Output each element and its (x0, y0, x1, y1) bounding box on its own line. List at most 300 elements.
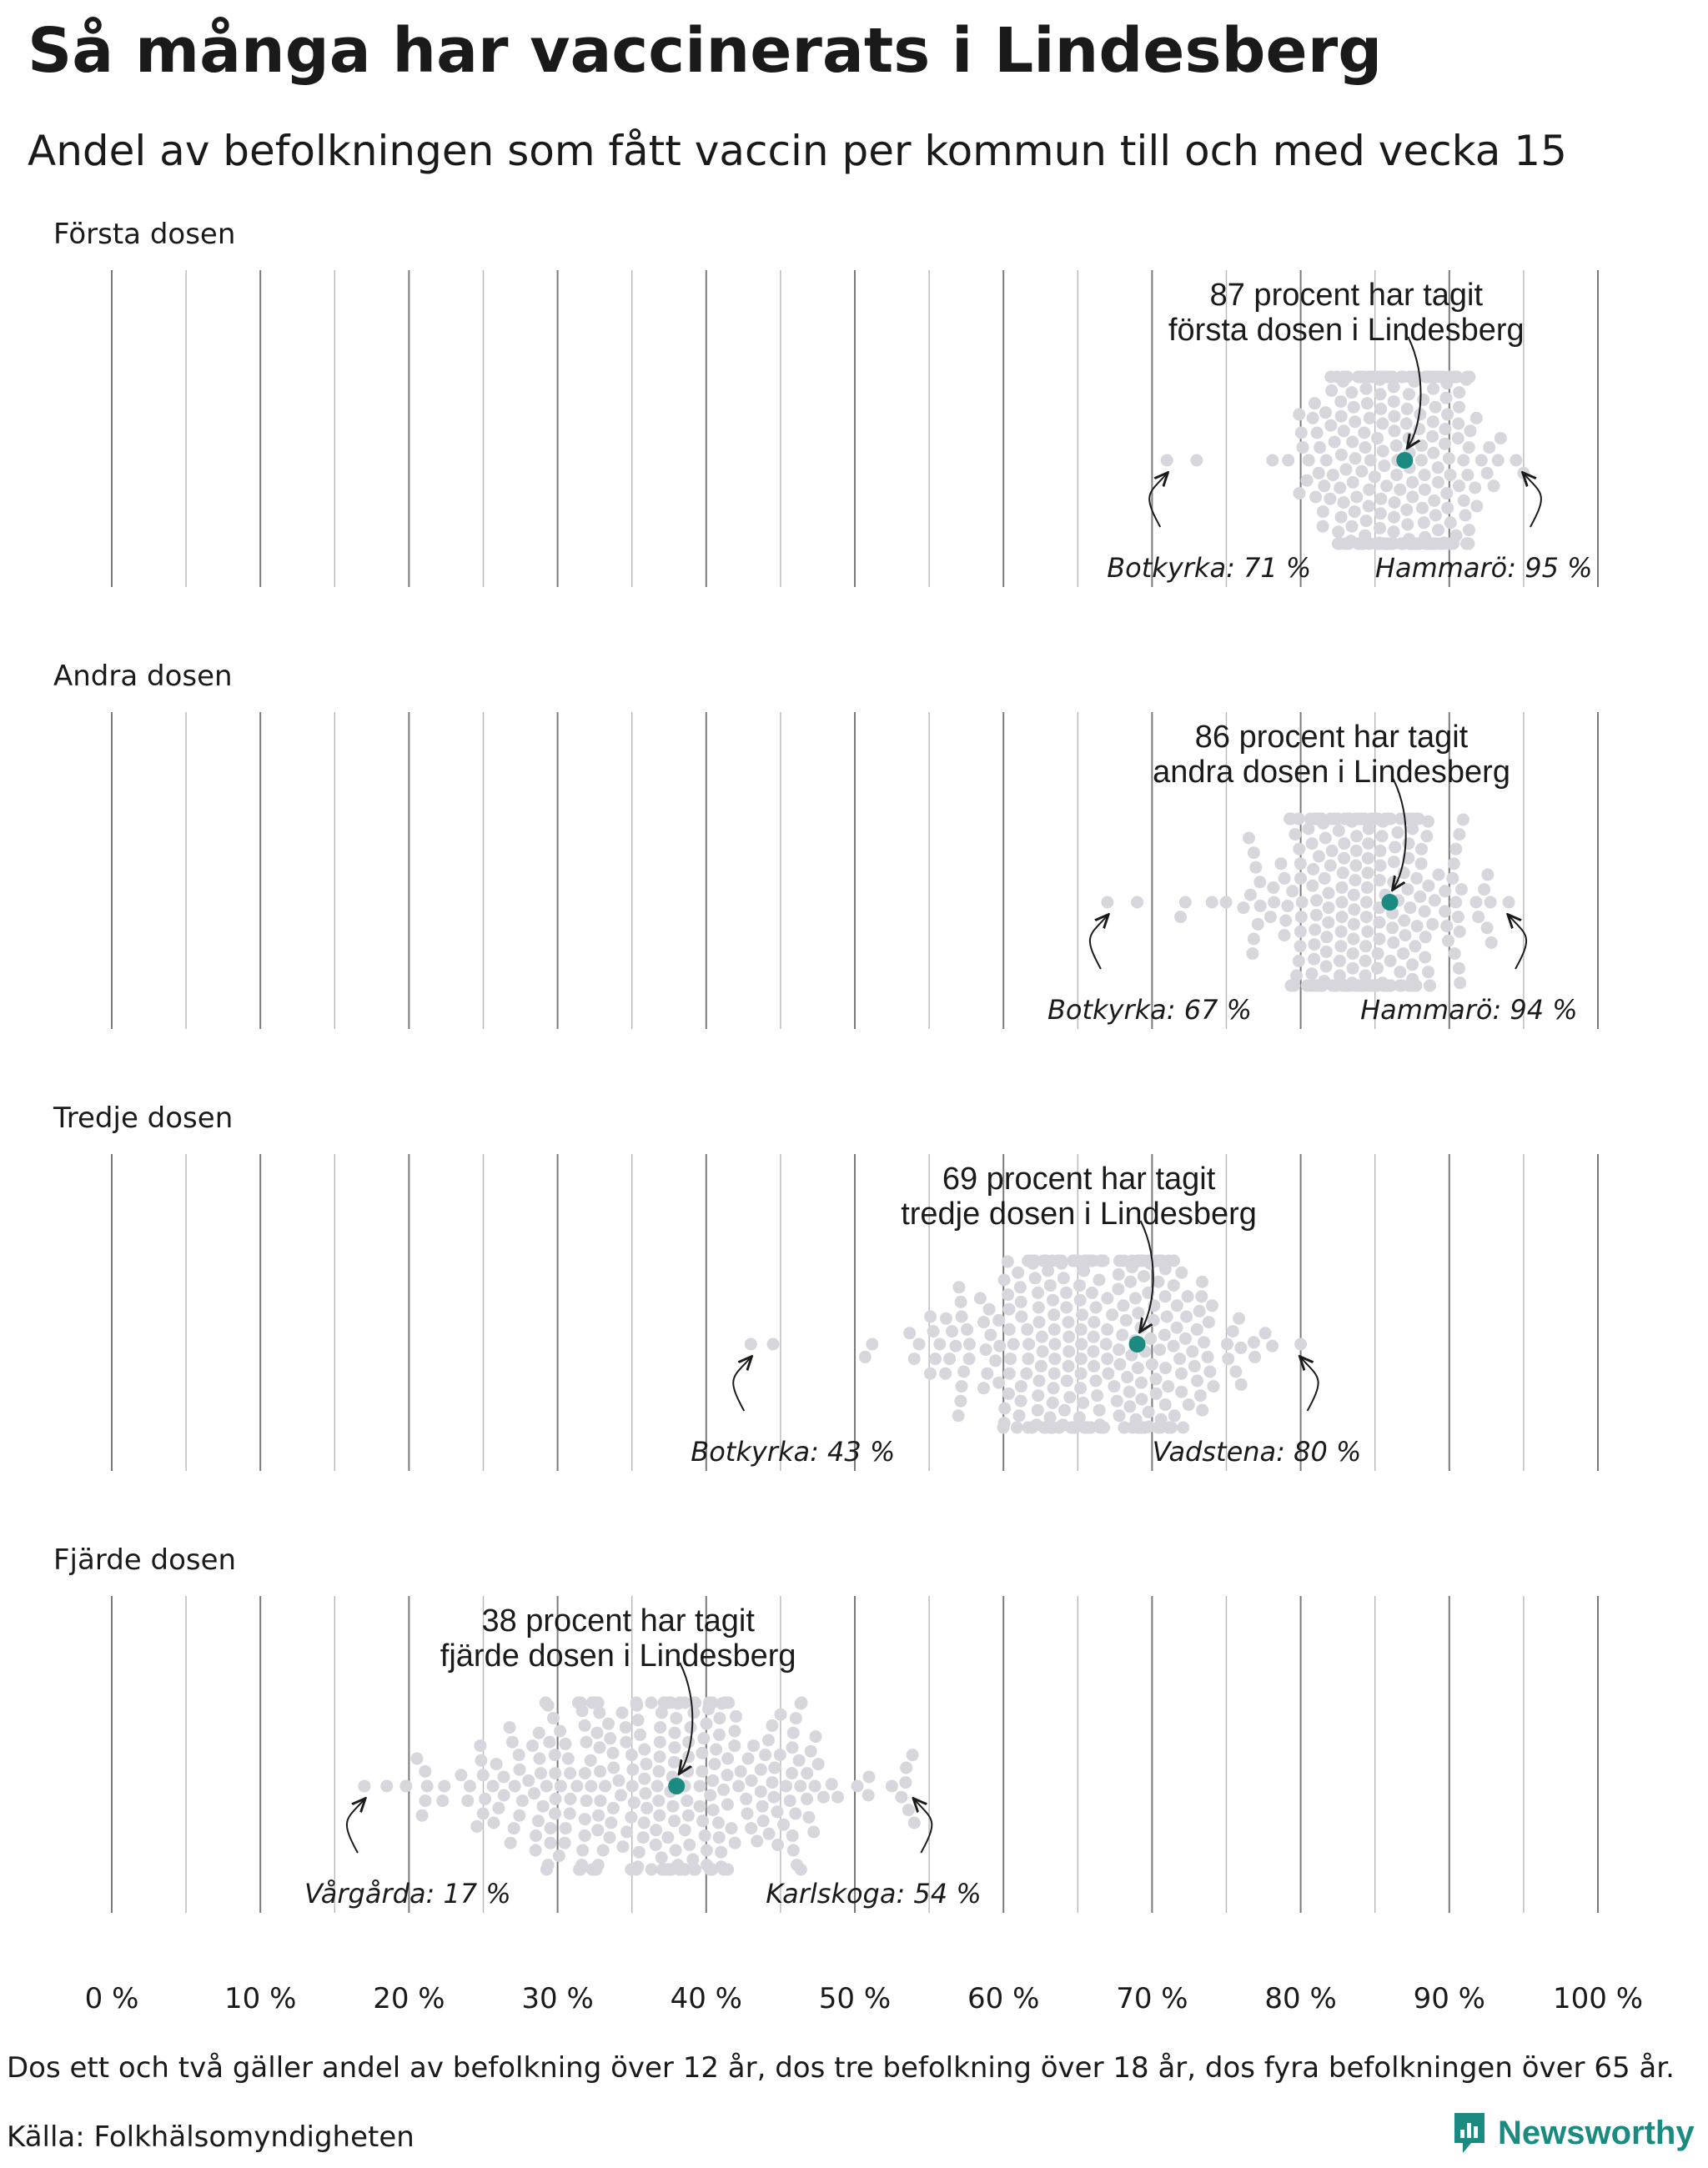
municipality-dot (1188, 1360, 1201, 1373)
municipality-dot (1191, 1375, 1203, 1388)
municipality-dot (1180, 1311, 1193, 1323)
panel-3-min-label: Botkyrka: 43 % (691, 1436, 896, 1468)
municipality-dot (1347, 947, 1359, 960)
municipality-dot (809, 1780, 821, 1793)
municipality-dot (1113, 1343, 1125, 1356)
municipality-dot (1029, 1272, 1042, 1284)
municipality-dot (1403, 388, 1415, 400)
municipality-dot (1348, 918, 1360, 931)
municipality-dot (699, 1829, 711, 1842)
municipality-dot (810, 1730, 822, 1743)
municipality-dot (1318, 479, 1330, 492)
panel-3-min-arrow (733, 1358, 751, 1411)
municipality-dot (1346, 520, 1359, 533)
municipality-dot (1032, 1302, 1045, 1314)
municipality-dot (1168, 1409, 1181, 1422)
municipality-dot (1350, 845, 1363, 857)
panel-1-label: Första dosen (53, 218, 236, 251)
municipality-dot (793, 1754, 806, 1767)
municipality-dot (681, 1794, 693, 1807)
municipality-dot (560, 1738, 572, 1750)
municipality-dot (380, 1780, 393, 1793)
municipality-dot (997, 1422, 1010, 1434)
municipality-dot (1295, 911, 1308, 923)
municipality-dot (801, 1793, 813, 1805)
municipality-dot (851, 1780, 864, 1793)
municipality-dot (1003, 1368, 1016, 1380)
municipality-dot (1294, 872, 1307, 885)
municipality-dot (461, 1794, 474, 1807)
municipality-dot (1403, 837, 1415, 850)
municipality-dot (977, 1382, 990, 1394)
municipality-dot (585, 1754, 597, 1767)
municipality-dot (1427, 447, 1439, 459)
municipality-dot (1428, 494, 1440, 507)
municipality-dot (730, 1710, 742, 1723)
municipality-dot (1294, 940, 1307, 952)
municipality-dot (908, 1352, 921, 1365)
municipality-dot (580, 1794, 593, 1807)
municipality-dot (907, 1749, 919, 1761)
municipality-dot (625, 1811, 637, 1824)
municipality-dot (802, 1811, 815, 1824)
municipality-dot (1274, 857, 1287, 870)
municipality-dot (1453, 828, 1465, 841)
municipality-dot (1439, 906, 1451, 918)
municipality-dot (1088, 1316, 1100, 1328)
municipality-dot (759, 1749, 771, 1761)
municipality-dot (1352, 371, 1364, 384)
municipality-dot (1259, 1327, 1272, 1339)
municipality-dot (1098, 1255, 1110, 1267)
municipality-dot (1309, 938, 1321, 951)
municipality-dot (1248, 933, 1260, 946)
municipality-dot (735, 1765, 747, 1778)
municipality-dot (1397, 947, 1409, 960)
municipality-dot (1475, 454, 1488, 467)
municipality-dot (1306, 880, 1319, 892)
municipality-dot (1439, 885, 1451, 897)
municipality-dot (1144, 1332, 1157, 1345)
municipality-dot (1463, 371, 1475, 384)
municipality-dot (1334, 395, 1347, 408)
municipality-dot (1361, 397, 1374, 409)
municipality-dot (1485, 936, 1498, 949)
x-tick-label: 90 % (1413, 1982, 1485, 2015)
municipality-dot (1108, 1380, 1120, 1393)
municipality-dot (1206, 896, 1218, 909)
municipality-dot (1177, 1422, 1189, 1434)
municipality-dot (1334, 482, 1346, 494)
municipality-dot (1306, 837, 1319, 850)
municipality-dot (419, 1765, 431, 1778)
municipality-dot (1401, 519, 1414, 531)
municipality-dot (1252, 918, 1264, 931)
municipality-dot (1222, 1352, 1234, 1365)
municipality-dot (668, 1756, 681, 1769)
municipality-dot (1349, 860, 1362, 872)
municipality-dot (1380, 479, 1393, 492)
municipality-dot (1150, 1388, 1163, 1400)
municipality-dot (1246, 947, 1258, 960)
municipality-dot (706, 1774, 719, 1787)
panel-1-highlight-label: första dosen i Lindesberg (1168, 313, 1525, 348)
panel-4-min-arrow (347, 1799, 364, 1853)
panel-3-lindesberg-dot (1129, 1336, 1146, 1352)
municipality-dot (1088, 1360, 1100, 1373)
municipality-dot (729, 1837, 741, 1849)
municipality-dot (1418, 516, 1430, 529)
footnote: Dos ett och två gäller andel av befolkning över 12 år, dos tre befolkning över 18 år, dos fyra befolkningen över 65 år. (7, 2051, 1675, 2085)
municipality-dot (1417, 394, 1429, 406)
municipality-dot (983, 1303, 996, 1316)
municipality-dot (625, 1749, 638, 1761)
municipality-dot (1389, 841, 1401, 854)
municipality-dot (564, 1808, 576, 1820)
municipality-dot (899, 1776, 912, 1789)
municipality-dot (1195, 1290, 1208, 1302)
municipality-dot (751, 1835, 763, 1848)
x-tick-label: 10 % (224, 1982, 297, 2015)
municipality-dot (895, 1791, 907, 1804)
municipality-dot (1453, 479, 1465, 492)
municipality-dot (767, 1791, 780, 1804)
municipality-dot (961, 1323, 973, 1336)
municipality-dot (421, 1780, 434, 1793)
x-tick-label: 20 % (373, 1982, 445, 2015)
municipality-dot (704, 1789, 716, 1802)
municipality-dot (1307, 863, 1319, 876)
municipality-dot (1329, 436, 1341, 449)
municipality-dot (1347, 933, 1359, 946)
municipality-dot (1419, 906, 1431, 918)
municipality-dot (1503, 896, 1515, 909)
x-tick-label: 70 % (1116, 1982, 1188, 2015)
municipality-dot (924, 1368, 937, 1380)
municipality-dot (1455, 883, 1468, 896)
panel-2-label: Andra dosen (53, 660, 233, 693)
municipality-dot (786, 1741, 799, 1754)
municipality-dot (477, 1769, 490, 1781)
municipality-dot (956, 1380, 968, 1393)
municipality-dot (630, 1697, 643, 1709)
municipality-dot (954, 1395, 967, 1408)
panel-2-min-label: Botkyrka: 67 % (1047, 994, 1253, 1026)
municipality-dot (993, 1340, 1006, 1352)
municipality-dot (1348, 903, 1360, 916)
municipality-dot (981, 1368, 993, 1380)
municipality-dot (1268, 896, 1280, 909)
municipality-dot (516, 1794, 529, 1807)
panel-4-highlight-label: fjärde dosen i Lindesberg (440, 1639, 796, 1674)
municipality-dot (1198, 1336, 1210, 1348)
municipality-dot (620, 1721, 632, 1734)
municipality-dot (786, 1767, 798, 1779)
municipality-dot (1238, 901, 1250, 914)
municipality-dot (1458, 494, 1470, 507)
municipality-dot (1374, 845, 1387, 857)
municipality-dot (1347, 962, 1359, 975)
municipality-dot (1307, 412, 1319, 424)
municipality-dot (913, 1338, 926, 1351)
municipality-dot (1112, 1283, 1124, 1296)
municipality-dot (1048, 1323, 1061, 1336)
municipality-dot (475, 1754, 487, 1767)
municipality-dot (1338, 837, 1350, 850)
municipality-dot (1062, 1360, 1075, 1373)
municipality-dot (1406, 491, 1419, 504)
municipality-dot (1376, 830, 1389, 842)
municipality-dot (1388, 856, 1400, 868)
municipality-dot (1453, 401, 1465, 414)
municipality-dot (1399, 929, 1411, 941)
municipality-dot (721, 1769, 734, 1781)
municipality-dot (1362, 852, 1374, 865)
municipality-dot (1012, 1267, 1024, 1279)
municipality-dot (576, 1844, 589, 1857)
municipality-dot (787, 1727, 800, 1739)
municipality-dot (1098, 1422, 1110, 1434)
municipality-dot (1297, 441, 1309, 454)
municipality-dot (801, 1767, 813, 1779)
municipality-dot (1175, 1368, 1188, 1380)
municipality-dot (741, 1808, 754, 1820)
municipality-dot (1347, 476, 1359, 489)
municipality-dot (464, 1780, 476, 1793)
panel-2-max-label: Hammarö: 94 % (1360, 994, 1578, 1026)
municipality-dot (654, 1736, 666, 1749)
municipality-dot (1011, 1422, 1023, 1434)
municipality-dot (1206, 1299, 1218, 1312)
municipality-dot (722, 1697, 735, 1709)
municipality-dot (1037, 1345, 1049, 1358)
municipality-dot (1335, 926, 1348, 938)
x-tick-label: 40 % (670, 1982, 742, 2015)
municipality-dot (1020, 1368, 1032, 1380)
municipality-dot (745, 1338, 757, 1351)
municipality-dot (654, 1750, 666, 1763)
municipality-dot (628, 1796, 640, 1809)
municipality-dot (625, 1864, 637, 1876)
municipality-dot (640, 1787, 652, 1799)
municipality-dot (950, 1340, 962, 1352)
municipality-dot (696, 1765, 708, 1778)
municipality-dot (1294, 487, 1306, 499)
municipality-dot (1074, 1294, 1087, 1307)
x-tick-label: 100 % (1552, 1982, 1644, 2015)
municipality-dot (564, 1767, 576, 1779)
municipality-dot (831, 1791, 844, 1804)
municipality-dot (1284, 813, 1296, 826)
municipality-dot (1319, 406, 1332, 419)
municipality-dot (1175, 1267, 1188, 1279)
municipality-dot (487, 1780, 500, 1793)
municipality-dot (775, 1709, 787, 1721)
municipality-dot (661, 1831, 674, 1844)
municipality-dot (1432, 524, 1444, 536)
municipality-dot (1101, 1323, 1113, 1336)
municipality-dot (666, 1800, 679, 1813)
municipality-dot (992, 1314, 1005, 1327)
municipality-dot (607, 1802, 620, 1814)
panel-1-min-label: Botkyrka: 71 % (1107, 552, 1312, 584)
municipality-dot (620, 1826, 633, 1839)
municipality-dot (1470, 412, 1483, 424)
municipality-dot (526, 1739, 539, 1752)
municipality-dot (1296, 896, 1309, 909)
municipality-dot (522, 1774, 535, 1787)
municipality-dot (1409, 940, 1421, 952)
municipality-dot (780, 1780, 792, 1793)
municipality-dot (1123, 1386, 1136, 1398)
municipality-dot (1348, 401, 1360, 414)
municipality-dot (1406, 958, 1419, 971)
municipality-dot (1294, 857, 1307, 870)
municipality-dot (455, 1769, 467, 1781)
municipality-dot (1410, 872, 1423, 885)
municipality-dot (1175, 1386, 1188, 1398)
municipality-dot (807, 1826, 820, 1839)
municipality-dot (597, 1844, 610, 1857)
municipality-dot (537, 1800, 550, 1813)
municipality-dot (713, 1729, 726, 1741)
municipality-dot (579, 1767, 591, 1779)
municipality-dot (1281, 900, 1294, 912)
municipality-dot (1429, 401, 1442, 414)
municipality-dot (513, 1749, 525, 1761)
municipality-dot (1165, 1422, 1178, 1434)
municipality-dot (1267, 881, 1279, 894)
municipality-dot (1002, 1288, 1014, 1301)
municipality-dot (1135, 1393, 1148, 1406)
panel-4-highlight-label: 38 procent har tagit (481, 1603, 755, 1639)
municipality-dot (1208, 1380, 1220, 1393)
municipality-dot (1308, 953, 1320, 966)
municipality-dot (1463, 524, 1475, 536)
municipality-dot (1441, 502, 1454, 514)
municipality-dot (1337, 866, 1349, 879)
municipality-dot (1075, 1368, 1088, 1380)
municipality-dot (715, 1846, 727, 1859)
municipality-dot (1320, 454, 1333, 467)
municipality-dot (1191, 1323, 1203, 1336)
municipality-dot (1349, 452, 1362, 464)
municipality-dot (564, 1793, 576, 1805)
municipality-dot (862, 1789, 875, 1802)
municipality-dot (1075, 1352, 1088, 1365)
municipality-dot (586, 1697, 599, 1709)
municipality-dot (1074, 1382, 1087, 1394)
municipality-dot (1419, 484, 1431, 496)
municipality-dot (1391, 826, 1404, 839)
municipality-dot (977, 1316, 990, 1328)
municipality-dot (1372, 947, 1384, 960)
municipality-dot (633, 1846, 646, 1859)
municipality-dot (1129, 1292, 1142, 1305)
municipality-dot (1032, 1404, 1044, 1417)
panel-2-highlight-label: andra dosen i Lindesberg (1153, 755, 1510, 790)
municipality-dot (553, 1849, 565, 1862)
municipality-dot (1158, 1329, 1171, 1342)
chart-title: Så många har vaccinerats i Lindesberg (28, 15, 1383, 87)
municipality-dot (1389, 424, 1401, 437)
municipality-dot (1171, 1299, 1183, 1312)
municipality-dot (1060, 1302, 1073, 1314)
municipality-dot (1120, 1314, 1133, 1327)
municipality-dot (1378, 459, 1390, 472)
municipality-dot (1323, 901, 1335, 914)
panel-3-max-label: Vadstena: 80 % (1152, 1436, 1362, 1468)
municipality-dot (638, 1817, 651, 1829)
municipality-dot (533, 1727, 545, 1739)
municipality-dot (1317, 505, 1329, 518)
municipality-dot (1462, 538, 1474, 550)
municipality-dot (1361, 926, 1374, 938)
municipality-dot (1363, 484, 1375, 496)
municipality-dot (645, 1697, 657, 1709)
municipality-dot (957, 1366, 970, 1378)
municipality-dot (707, 1804, 720, 1816)
municipality-dot (740, 1793, 752, 1805)
municipality-dot (474, 1739, 486, 1752)
brand-logo (1451, 2108, 1695, 2158)
municipality-dot (1032, 1389, 1044, 1402)
municipality-dot (1314, 441, 1326, 454)
municipality-dot (1388, 395, 1400, 408)
municipality-dot (1444, 516, 1457, 529)
municipality-dot (514, 1764, 526, 1776)
municipality-dot (479, 1793, 491, 1805)
municipality-dot (1196, 1404, 1208, 1417)
municipality-dot (992, 1377, 1005, 1389)
municipality-dot (1484, 896, 1497, 909)
municipality-dot (579, 1719, 591, 1732)
municipality-dot (419, 1794, 432, 1807)
municipality-dot (1360, 896, 1373, 909)
municipality-dot (1422, 816, 1434, 828)
municipality-dot (509, 1780, 521, 1793)
municipality-dot (1093, 1274, 1106, 1287)
municipality-dot (1289, 828, 1301, 841)
municipality-dot (1168, 1340, 1180, 1352)
municipality-dot (1248, 846, 1260, 859)
municipality-dot (1249, 861, 1262, 874)
municipality-dot (1335, 449, 1348, 461)
municipality-dot (1324, 419, 1337, 432)
municipality-dot (1293, 409, 1305, 421)
municipality-dot (713, 1831, 726, 1844)
municipality-dot (591, 1824, 604, 1836)
municipality-dot (1186, 1345, 1198, 1358)
municipality-dot (1077, 1397, 1089, 1409)
municipality-dot (358, 1780, 370, 1793)
municipality-dot (1022, 1255, 1034, 1267)
municipality-dot (579, 1829, 591, 1842)
municipality-dot (543, 1736, 555, 1749)
municipality-dot (1317, 520, 1329, 533)
municipality-dot (1007, 1338, 1020, 1351)
municipality-dot (1174, 911, 1187, 923)
municipality-dot (1374, 493, 1387, 505)
municipality-dot (1048, 1352, 1061, 1365)
municipality-dot (1193, 1305, 1206, 1317)
municipality-dot (1422, 966, 1434, 978)
municipality-dot (984, 1329, 997, 1342)
municipality-dot (1138, 1270, 1150, 1282)
municipality-dot (1048, 1368, 1061, 1380)
municipality-dot (1033, 1316, 1046, 1328)
municipality-dot (1143, 1406, 1155, 1418)
